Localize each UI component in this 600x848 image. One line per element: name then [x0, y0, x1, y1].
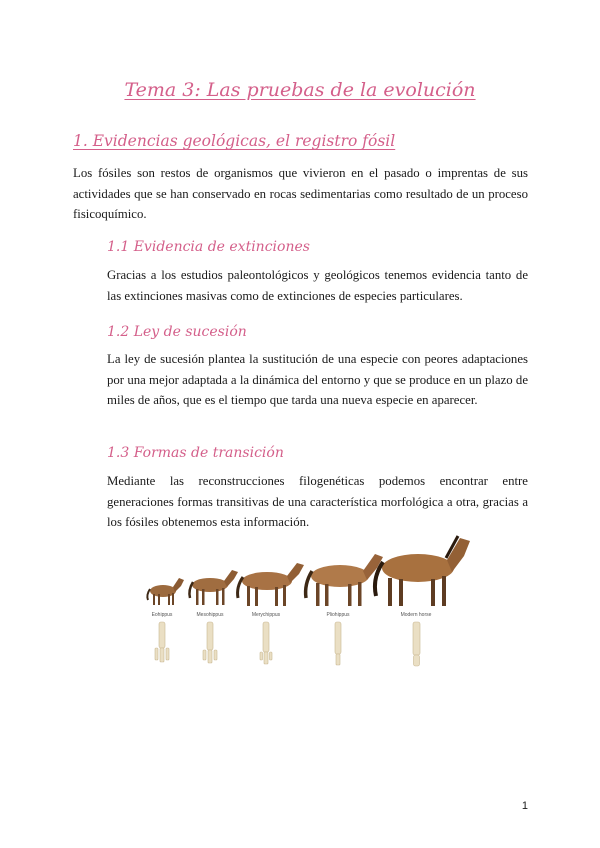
page-number: 1: [521, 800, 528, 812]
bone-merychippus: [260, 622, 272, 664]
section-heading-1-1: 1.1 Evidencia de extinciones: [107, 239, 310, 255]
section-heading-1: 1. Evidencias geológicas, el registro fósil: [73, 132, 396, 150]
leg-bones: [155, 622, 420, 666]
horse-pliohippus: [306, 554, 383, 606]
horse-mesohippus: [189, 570, 238, 605]
horse-merychippus: [238, 563, 304, 606]
page-title: Tema 3: Las pruebas de la evolución: [124, 79, 476, 101]
label-pliohippus: Pliohippus: [326, 612, 350, 618]
bone-pliohippus: [335, 622, 341, 665]
section-paragraph-1-3: Mediante las reconstrucciones filogenéticas podemos encontrar entre generaciones formas transitivas de una característica morfológica a otra, gracias a los fósiles obtenemos esta información.: [107, 474, 528, 529]
label-eohippus: Eohippus: [151, 612, 173, 618]
section-paragraph-1-2: La ley de sucesión plantea la sustitución de una especie con peores adaptaciones por una mejor adaptada a la dinámica del entorno y que se produce en un plazo de miles de años, que es el tiempo que tarda una nueva especie en aparecer.: [107, 352, 528, 407]
label-mesohippus: Mesohippus: [196, 612, 224, 618]
label-modern-horse: Modern horse: [400, 612, 432, 618]
section-paragraph-1-1: Gracias a los estudios paleontológicos y geológicos tenemos evidencia tanto de las extinciones masivas como de extinciones de especies particulares.: [107, 268, 528, 303]
horse-modern: [375, 536, 470, 606]
horse-evolution-figure: [140, 530, 475, 670]
section-heading-1-2: 1.2 Ley de sucesión: [107, 324, 247, 340]
bone-eohippus: [155, 622, 169, 662]
section-heading-1-3: 1.3 Formas de transición: [107, 445, 284, 461]
bone-modern: [413, 622, 420, 666]
horse-eohippus: [147, 578, 184, 605]
label-merychippus: Merychippus: [251, 612, 281, 618]
bone-mesohippus: [203, 622, 217, 663]
section-paragraph-1: Los fósiles son restos de organismos que vivieron en el pasado o imprentas de sus actividades que se han conservado en rocas sedimentarias como resultado de un proceso fisicoquímico.: [73, 166, 528, 221]
